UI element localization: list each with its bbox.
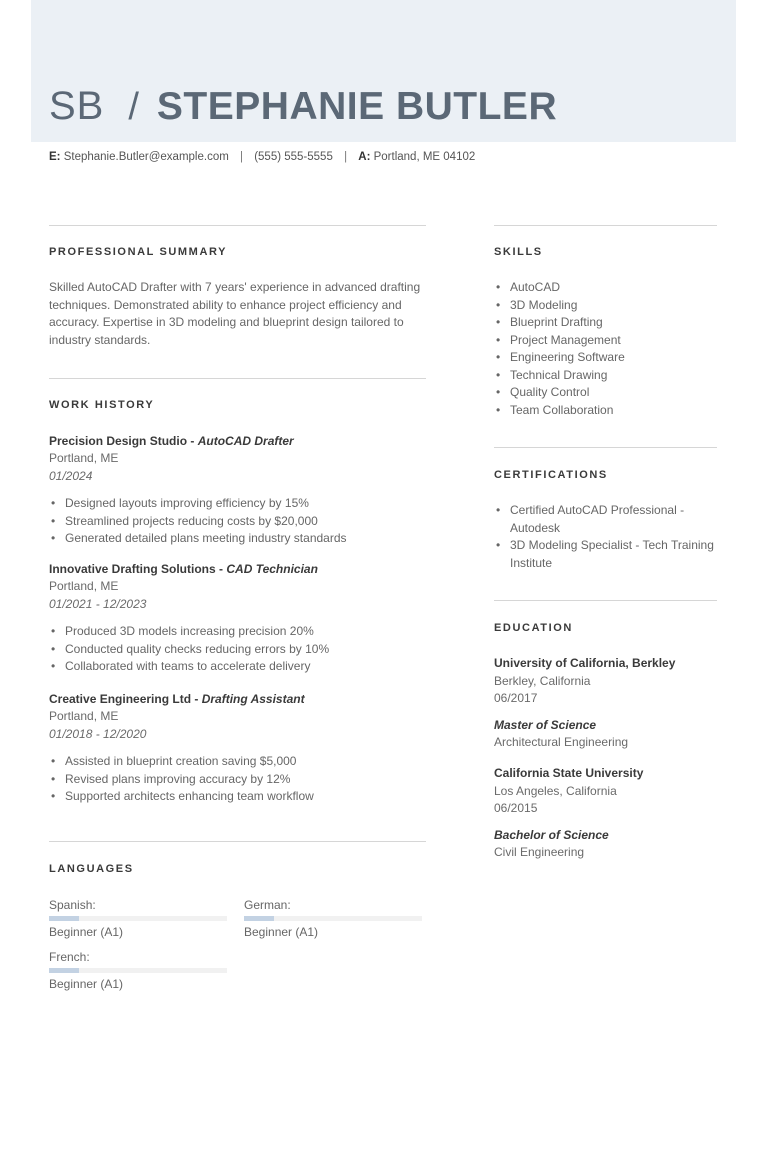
job-entry <box>49 691 426 806</box>
languages-title: LANGUAGES <box>49 863 134 875</box>
divider <box>49 841 426 842</box>
skill-item: • Technical Drawing <box>494 367 717 385</box>
job-entry <box>49 433 426 548</box>
name-slash: / <box>128 86 139 128</box>
language-bar-fill <box>244 916 274 921</box>
job-location: Portland, ME <box>49 579 119 593</box>
job-role: Drafting Assistant <box>201 692 305 706</box>
skills-list <box>494 279 717 419</box>
skill-item: • Blueprint Drafting <box>494 314 717 332</box>
language-item <box>244 897 422 941</box>
job-dash: - <box>191 692 202 706</box>
language-item <box>49 949 227 993</box>
job-role: CAD Technician <box>226 562 318 576</box>
contact-separator: | <box>240 151 243 163</box>
education-entry <box>494 655 717 752</box>
education-date: 06/2015 <box>494 801 538 815</box>
skill-item: • Project Management <box>494 332 717 350</box>
education-field: Architectural Engineering <box>494 735 629 749</box>
full-name: STEPHANIE BUTLER <box>156 85 558 128</box>
summary-text: Skilled AutoCAD Drafter with 7 years' experience in advanced drafting techniques. Demonstrated ability to enhance project efficiency and accuracy. Expertise in 3D modeling and blueprint design tailored to industry standards. <box>49 280 421 347</box>
language-level: Beginner (A1) <box>244 925 319 939</box>
job-company: Precision Design Studio <box>49 434 188 448</box>
initials: SB <box>49 84 105 128</box>
education-school: University of California, Berkley <box>494 656 676 670</box>
email[interactable]: Stephanie.Butler@example.com <box>63 151 229 163</box>
job-heading <box>49 561 426 578</box>
language-bar <box>49 916 227 921</box>
education-location: Berkley, California <box>494 673 591 688</box>
job-bullet: • Produced 3D models increasing precision 20% <box>49 623 426 641</box>
divider <box>49 225 426 226</box>
language-bar-fill <box>49 968 79 973</box>
language-bar <box>49 968 227 973</box>
job-dash: - <box>187 434 198 448</box>
skill-item: • Engineering Software <box>494 349 717 367</box>
education-degree: Bachelor of Science <box>494 827 609 842</box>
language-level: Beginner (A1) <box>49 977 124 991</box>
skill-item: • Team Collaboration <box>494 402 717 420</box>
job-bullet: • Generated detailed plans meeting industry standards <box>49 530 426 548</box>
language-bar <box>244 916 422 921</box>
education-school: California State University <box>494 766 644 780</box>
job-bullets <box>49 623 426 676</box>
certification-item: • Certified AutoCAD Professional - Autodesk <box>494 502 717 537</box>
job-bullet: • Designed layouts improving efficiency by 15% <box>49 495 426 513</box>
skills-title: SKILLS <box>494 246 543 258</box>
address: Portland, ME 04102 <box>373 151 476 163</box>
name-line <box>49 84 557 130</box>
job-heading <box>49 691 426 708</box>
work-history-title: WORK HISTORY <box>49 399 155 411</box>
language-bar-fill <box>49 916 79 921</box>
skill-item: • 3D Modeling <box>494 297 717 315</box>
job-bullet: • Revised plans improving accuracy by 12% <box>49 771 426 789</box>
education-title: EDUCATION <box>494 622 573 634</box>
job-location: Portland, ME <box>49 451 119 465</box>
address-label: A: <box>358 151 371 163</box>
divider <box>494 600 717 601</box>
language-name: French: <box>49 950 90 964</box>
language-item <box>49 897 227 941</box>
job-heading <box>49 433 426 450</box>
job-location: Portland, ME <box>49 709 119 723</box>
contact-line <box>49 151 475 163</box>
education-field: Civil Engineering <box>494 845 585 859</box>
job-entry <box>49 561 426 676</box>
job-bullet: • Streamlined projects reducing costs by $20,000 <box>49 513 426 531</box>
divider <box>494 447 717 448</box>
job-bullets <box>49 753 426 806</box>
job-company: Innovative Drafting Solutions <box>49 562 216 576</box>
language-name: German: <box>244 898 291 912</box>
job-bullet: • Collaborated with teams to accelerate delivery <box>49 658 426 676</box>
divider <box>49 378 426 379</box>
education-location: Los Angeles, California <box>494 783 617 798</box>
job-role: AutoCAD Drafter <box>197 434 294 448</box>
job-bullets <box>49 495 426 548</box>
summary-title: PROFESSIONAL SUMMARY <box>49 246 228 258</box>
job-bullet: • Conducted quality checks reducing errors by 10% <box>49 641 426 659</box>
education-entry <box>494 765 717 862</box>
job-bullet: • Assisted in blueprint creation saving $5,000 <box>49 753 426 771</box>
phone[interactable]: (555) 555-5555 <box>254 151 333 163</box>
skill-item: • AutoCAD <box>494 279 717 297</box>
job-bullet: • Supported architects enhancing team workflow <box>49 788 426 806</box>
skill-item: • Quality Control <box>494 384 717 402</box>
job-company: Creative Engineering Ltd <box>49 692 192 706</box>
divider <box>494 225 717 226</box>
job-dash: - <box>215 562 227 576</box>
education-degree: Master of Science <box>494 717 597 732</box>
certifications-list <box>494 502 717 572</box>
language-level: Beginner (A1) <box>49 925 124 939</box>
language-name: Spanish: <box>49 898 96 912</box>
job-dates: 01/2021 - 12/2023 <box>49 596 147 611</box>
certification-item: • 3D Modeling Specialist - Tech Training Institute <box>494 537 717 572</box>
certifications-title: CERTIFICATIONS <box>494 469 608 481</box>
job-dates: 01/2018 - 12/2020 <box>49 726 147 741</box>
contact-separator: | <box>344 151 348 163</box>
email-label: E: <box>49 151 61 163</box>
education-date: 06/2017 <box>494 691 538 705</box>
job-dates: 01/2024 <box>49 468 93 483</box>
